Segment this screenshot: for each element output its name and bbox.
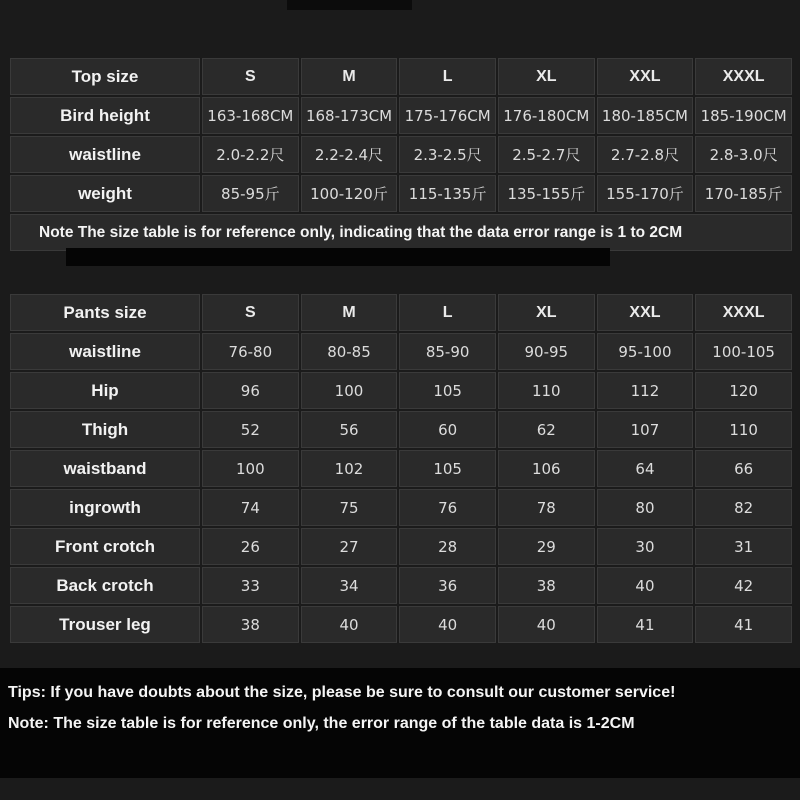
table-cell: 120 <box>695 372 792 409</box>
tips-line: Tips: If you have doubts about the size, please be sure to consult our customer service! <box>8 684 676 701</box>
table-cell: 85-95斤 <box>202 175 299 212</box>
table-cell: 82 <box>695 489 792 526</box>
table-cell: 42 <box>695 567 792 604</box>
table-cell: 180-185CM <box>597 97 694 134</box>
table-cell: 2.7-2.8尺 <box>597 136 694 173</box>
table-cell: 107 <box>597 411 694 448</box>
row-label: Bird height <box>10 97 200 134</box>
pants-row-waistband <box>10 450 792 487</box>
table-cell: 76-80 <box>202 333 299 370</box>
top-header-l: L <box>399 58 496 95</box>
table-cell: 80 <box>597 489 694 526</box>
table-cell: 41 <box>695 606 792 643</box>
table-cell: 26 <box>202 528 299 565</box>
pants-header-xxl: XXL <box>597 294 694 331</box>
note-shadow-bar <box>66 248 610 266</box>
pants-header-xxxl: XXXL <box>695 294 792 331</box>
table-cell: 40 <box>498 606 595 643</box>
pants-header-xl: XL <box>498 294 595 331</box>
row-label: weight <box>10 175 200 212</box>
pants-row-trouser-leg <box>10 606 792 643</box>
table-cell: 40 <box>597 567 694 604</box>
top-row-weight <box>10 175 792 212</box>
table-cell: 168-173CM <box>301 97 398 134</box>
top-row-height <box>10 97 792 134</box>
table-cell: 29 <box>498 528 595 565</box>
note-line: Note: The size table is for reference only, the error range of the table data is 1-2CM <box>8 715 635 732</box>
table-cell: 2.2-2.4尺 <box>301 136 398 173</box>
pants-header-m: M <box>301 294 398 331</box>
table-cell: 90-95 <box>498 333 595 370</box>
table-cell: 31 <box>695 528 792 565</box>
top-size-table <box>8 56 794 253</box>
table-cell: 170-185斤 <box>695 175 792 212</box>
pants-row-hip <box>10 372 792 409</box>
top-header-xl: XL <box>498 58 595 95</box>
table-cell: 66 <box>695 450 792 487</box>
pants-header-l: L <box>399 294 496 331</box>
table-cell: 105 <box>399 450 496 487</box>
top-header-s: S <box>202 58 299 95</box>
pants-size-table <box>8 292 794 645</box>
table-cell: 106 <box>498 450 595 487</box>
table-cell: 185-190CM <box>695 97 792 134</box>
table-cell: 40 <box>399 606 496 643</box>
row-label: Hip <box>10 372 200 409</box>
row-label: Thigh <box>10 411 200 448</box>
table-cell: 41 <box>597 606 694 643</box>
pants-row-front-crotch <box>10 528 792 565</box>
table-cell: 100 <box>202 450 299 487</box>
pants-header-label: Pants size <box>10 294 200 331</box>
table-cell: 52 <box>202 411 299 448</box>
top-header-xxl: XXL <box>597 58 694 95</box>
table-cell: 102 <box>301 450 398 487</box>
table-cell: 40 <box>301 606 398 643</box>
table-cell: 105 <box>399 372 496 409</box>
row-label: waistline <box>10 333 200 370</box>
table-cell: 2.5-2.7尺 <box>498 136 595 173</box>
table-cell: 27 <box>301 528 398 565</box>
row-label: Back crotch <box>10 567 200 604</box>
table-cell: 2.8-3.0尺 <box>695 136 792 173</box>
table-cell: 56 <box>301 411 398 448</box>
table-cell: 95-100 <box>597 333 694 370</box>
table-cell: 36 <box>399 567 496 604</box>
table-cell: 100 <box>301 372 398 409</box>
top-decor-strip <box>287 0 412 10</box>
table-cell: 135-155斤 <box>498 175 595 212</box>
row-label: waistline <box>10 136 200 173</box>
table-cell: 115-135斤 <box>399 175 496 212</box>
table-cell: 110 <box>498 372 595 409</box>
table-cell: 100-105 <box>695 333 792 370</box>
table-cell: 2.3-2.5尺 <box>399 136 496 173</box>
top-header-row <box>10 58 792 95</box>
table-cell: 30 <box>597 528 694 565</box>
table-cell: 85-90 <box>399 333 496 370</box>
size-note: Note The size table is for reference only, indicating that the data error range is 1 to 2CM <box>10 214 792 251</box>
table-cell: 34 <box>301 567 398 604</box>
tips-panel <box>0 668 800 778</box>
table-cell: 75 <box>301 489 398 526</box>
table-cell: 112 <box>597 372 694 409</box>
table-cell: 155-170斤 <box>597 175 694 212</box>
top-row-waistline <box>10 136 792 173</box>
table-cell: 60 <box>399 411 496 448</box>
pants-row-ingrowth <box>10 489 792 526</box>
pants-header-row <box>10 294 792 331</box>
top-header-label: Top size <box>10 58 200 95</box>
table-cell: 76 <box>399 489 496 526</box>
row-label: ingrowth <box>10 489 200 526</box>
pants-row-thigh <box>10 411 792 448</box>
table-cell: 74 <box>202 489 299 526</box>
table-cell: 28 <box>399 528 496 565</box>
table-cell: 175-176CM <box>399 97 496 134</box>
table-cell: 110 <box>695 411 792 448</box>
top-note-row <box>10 214 792 251</box>
table-cell: 38 <box>498 567 595 604</box>
pants-header-s: S <box>202 294 299 331</box>
top-header-xxxl: XXXL <box>695 58 792 95</box>
pants-row-back-crotch <box>10 567 792 604</box>
table-cell: 163-168CM <box>202 97 299 134</box>
table-cell: 80-85 <box>301 333 398 370</box>
table-cell: 62 <box>498 411 595 448</box>
top-header-m: M <box>301 58 398 95</box>
row-label: Front crotch <box>10 528 200 565</box>
table-cell: 96 <box>202 372 299 409</box>
table-cell: 33 <box>202 567 299 604</box>
pants-row-waistline <box>10 333 792 370</box>
table-cell: 2.0-2.2尺 <box>202 136 299 173</box>
row-label: waistband <box>10 450 200 487</box>
table-cell: 64 <box>597 450 694 487</box>
table-cell: 38 <box>202 606 299 643</box>
table-cell: 100-120斤 <box>301 175 398 212</box>
row-label: Trouser leg <box>10 606 200 643</box>
table-cell: 78 <box>498 489 595 526</box>
table-cell: 176-180CM <box>498 97 595 134</box>
